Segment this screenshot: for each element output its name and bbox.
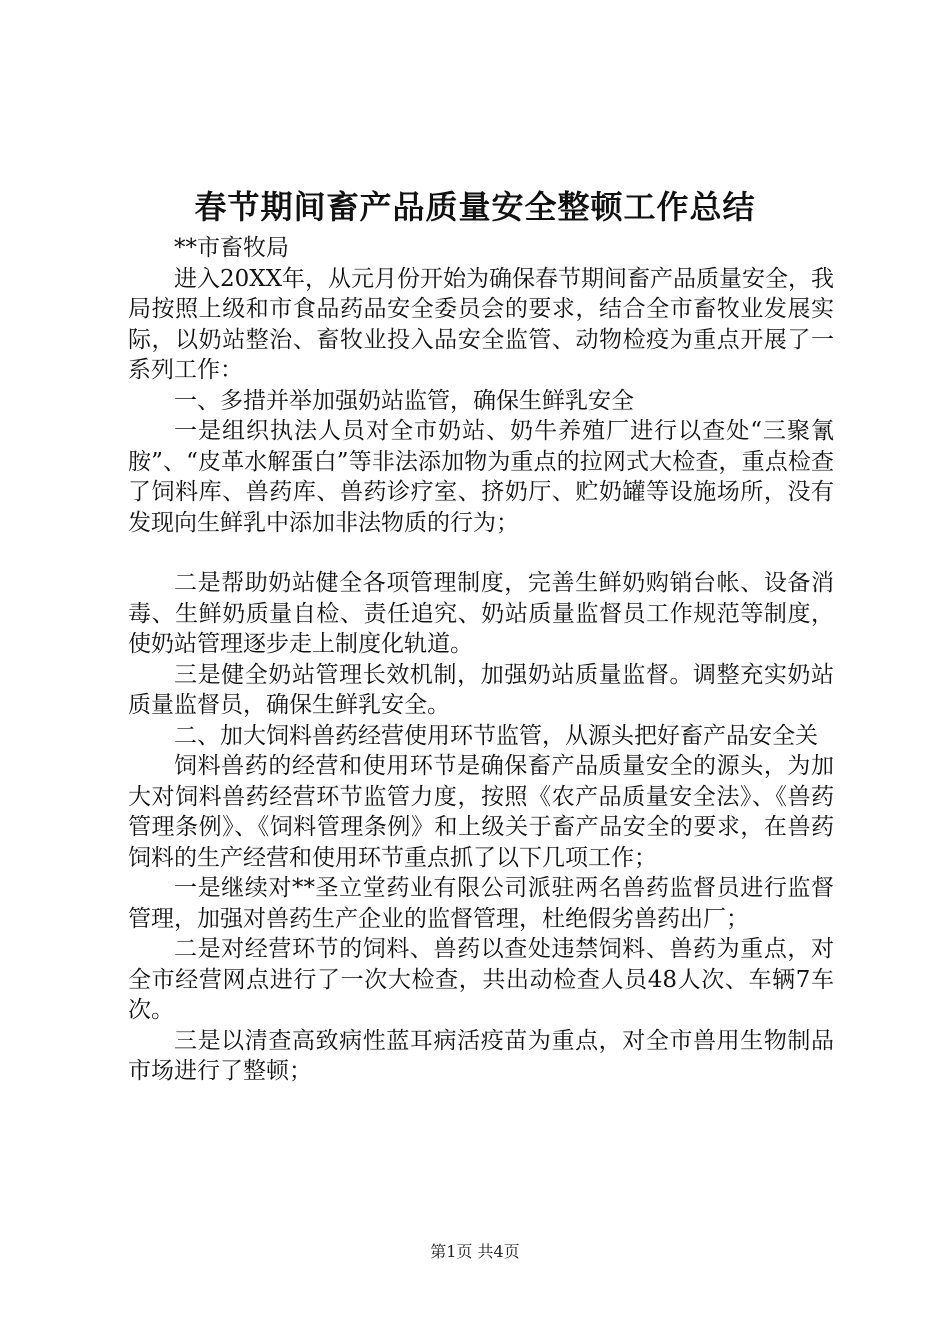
author-line: **市畜牧局 [174, 235, 289, 261]
paragraph-1-1: 一是组织执法人员对全市奶站、奶牛养殖厂进行以查处“三聚氰胺”、“皮革水解蛋白”等非法添加物为重点的拉网式大检查，重点检查了饲料库、兽药库、兽药诊疗室、挤奶厅、贮奶罐等设施场所，没有发现向生鲜乳中添加非法物质的行为； [128, 418, 834, 536]
paragraph-2-1: 一是继续对**圣立堂药业有限公司派驻两名兽药监督员进行监督管理，加强对兽药生产企业的监督管理，杜绝假劣兽药出厂； [128, 875, 834, 932]
paragraph-2-3: 三是以清查高致病性蓝耳病活疫苗为重点，对全市兽用生物制品市场进行了整顿； [128, 1027, 834, 1084]
document-title: 春节期间畜产品质量安全整顿工作总结 [194, 188, 756, 226]
page-footer: 第1页 共4页 [430, 1242, 520, 1261]
paragraph-2-intro: 饲料兽药的经营和使用环节是确保畜产品质量安全的源头，为加大对饲料兽药经营环节监管力度，按照《农产品质量安全法》、《兽药管理条例》、《饲料管理条例》和上级关于畜产品安全的要求，在兽药饲料的生产经营和使用环节重点抓了以下几项工作； [128, 753, 834, 871]
paragraph-1-2: 二是帮助奶站健全各项管理制度，完善生鲜奶购销台帐、设备消毒、生鲜奶质量自检、责任追究、奶站质量监督员工作规范等制度，使奶站管理逐步走上制度化轨道。 [128, 570, 834, 657]
paragraph-2-2: 二是对经营环节的饲料、兽药以查处违禁饲料、兽药为重点，对全市经营网点进行了一次大检查，共出动检查人员48人次、车辆7车次。 [128, 936, 834, 1023]
blank-line [128, 538, 834, 568]
paragraph-1-3: 三是健全奶站管理长效机制，加强奶站质量监督。调整充实奶站质量监督员，确保生鲜乳安全。 [128, 661, 834, 718]
section-heading-1: 一、多措并举加强奶站监管，确保生鲜乳安全 [174, 387, 634, 414]
section-heading-2: 二、加大饲料兽药经营使用环节监管，从源头把好畜产品安全关 [174, 722, 818, 749]
intro-paragraph: 进入20XX年，从元月份开始为确保春节期间畜产品质量安全，我局按照上级和市食品药品安全委员会的要求，结合全市畜牧业发展实际，以奶站整治、畜牧业投入品安全监管、动物检疫为重点开展了一系列工作： [128, 265, 835, 383]
document-body [128, 233, 834, 1087]
